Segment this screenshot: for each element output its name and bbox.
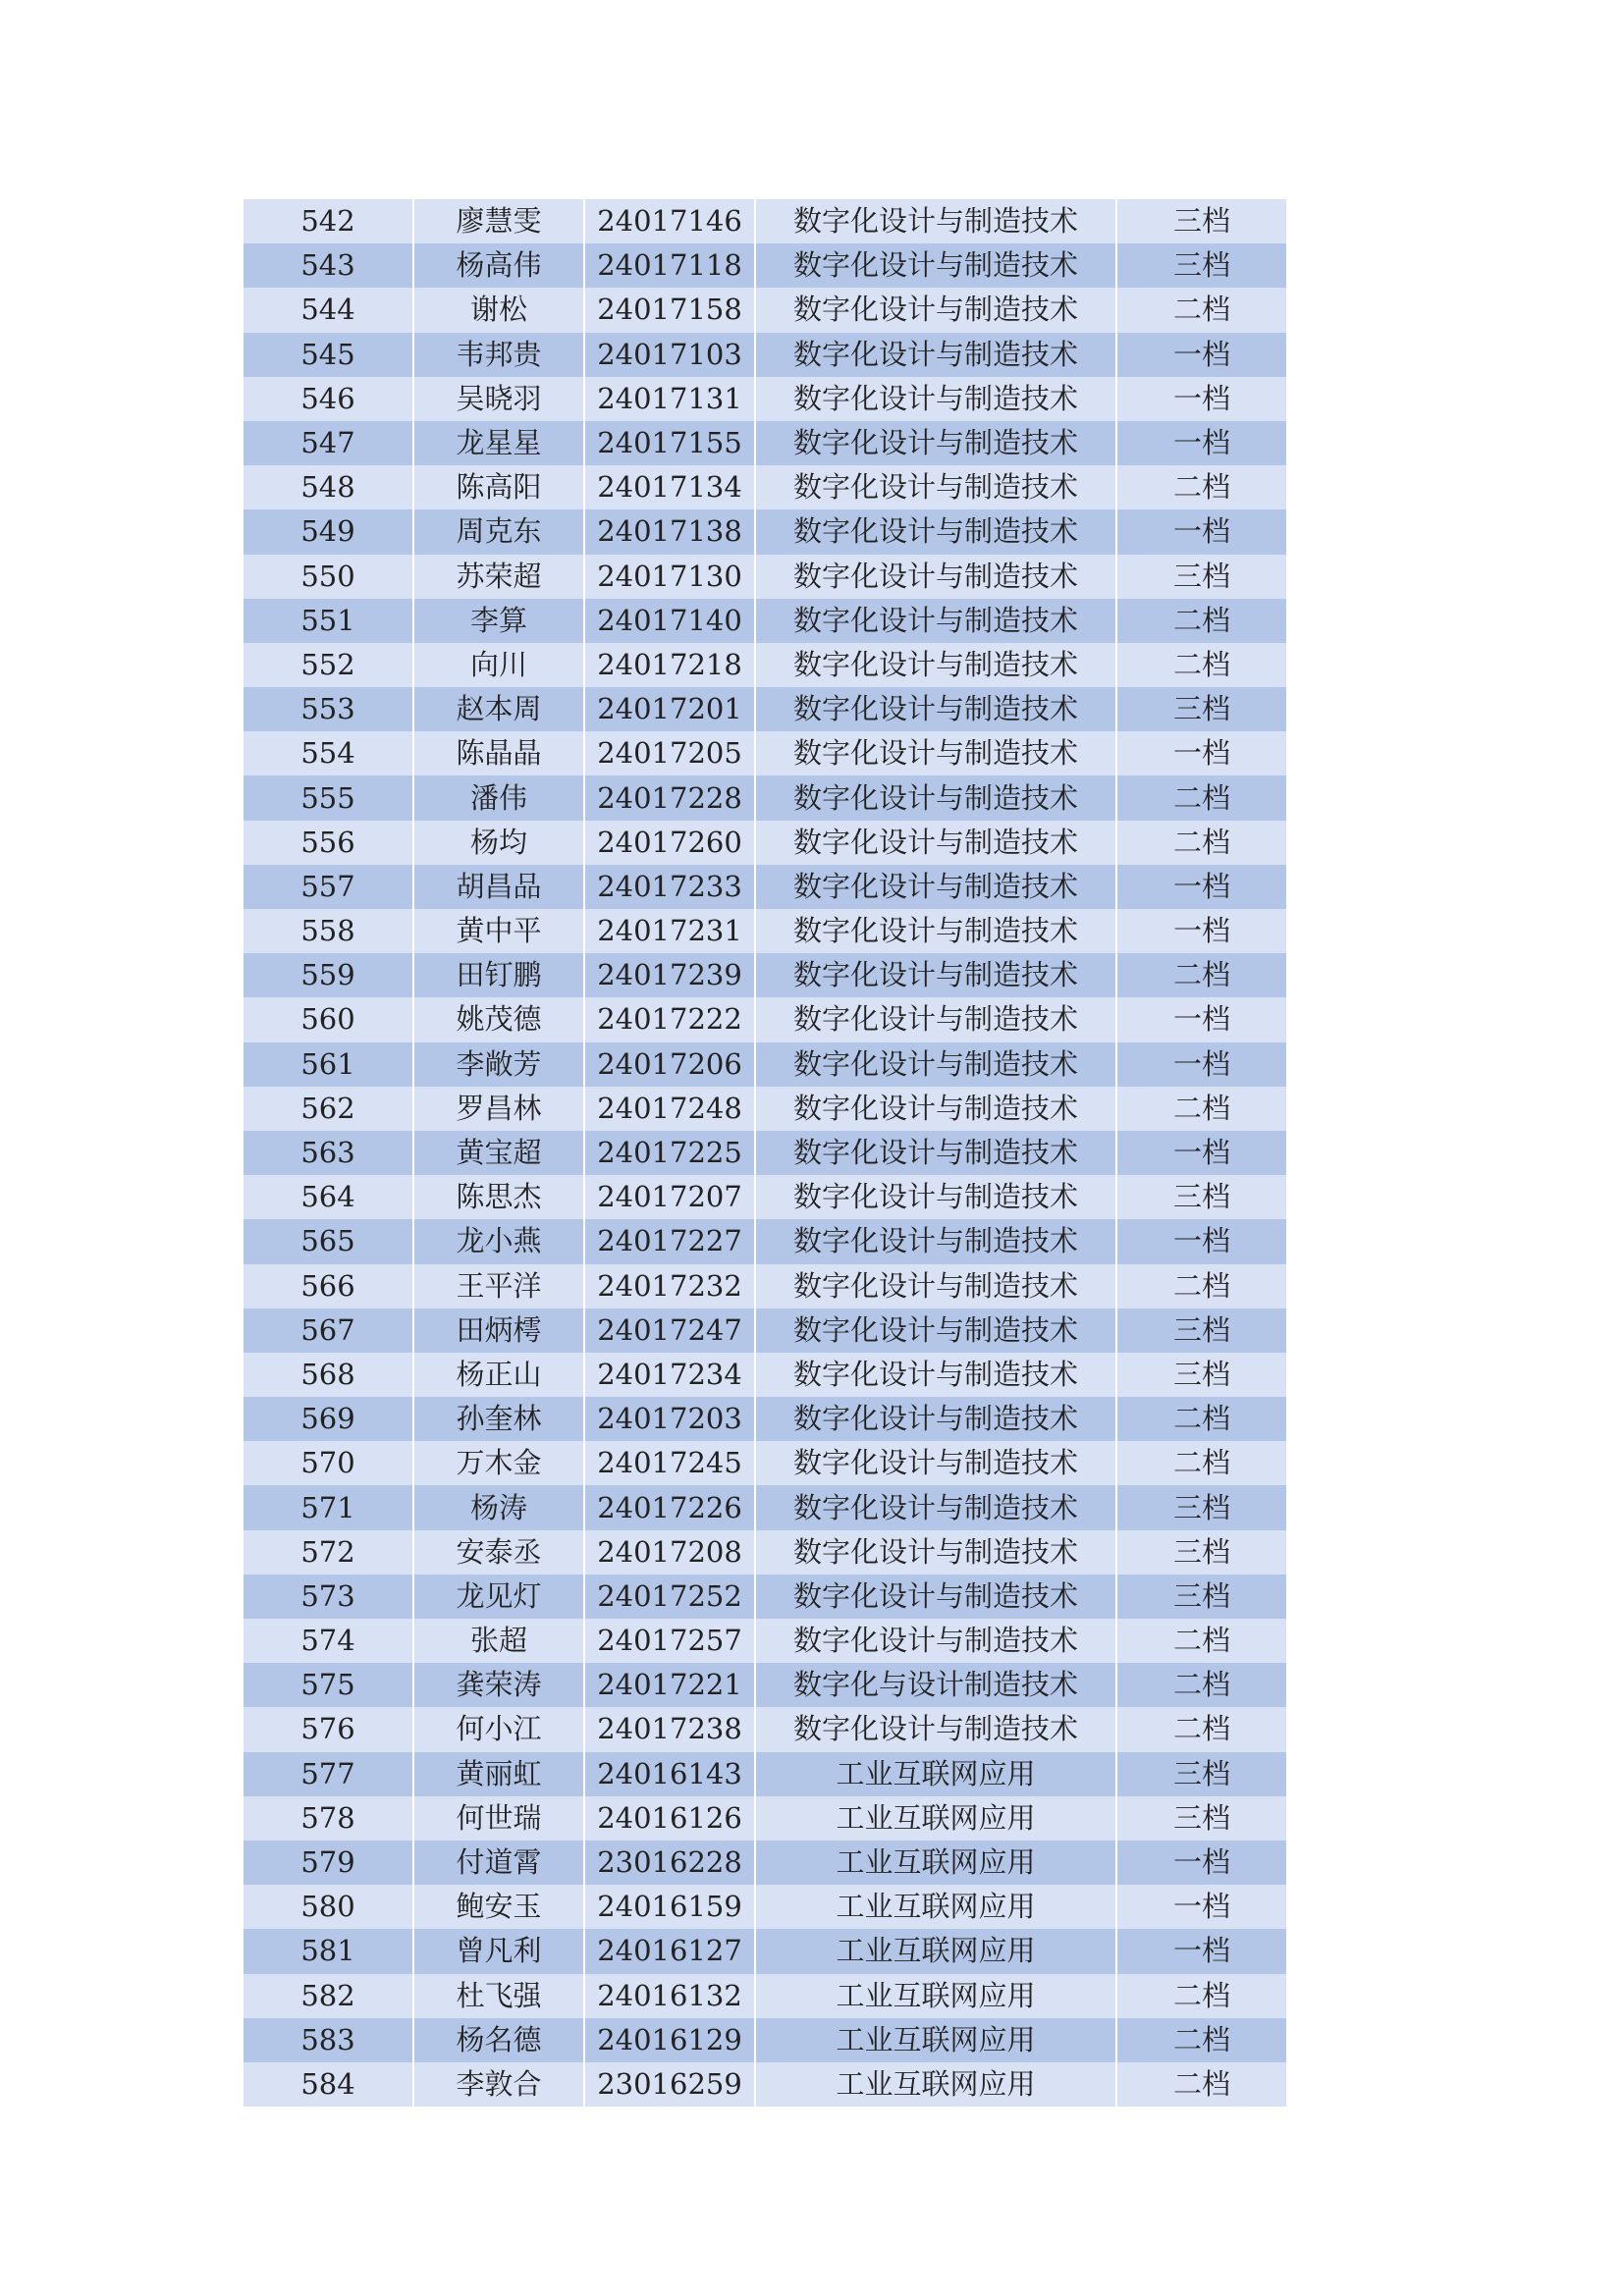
cell-index: 579 xyxy=(244,1841,414,1885)
cell-index: 551 xyxy=(244,599,414,643)
cell-student-id: 24017252 xyxy=(585,1575,756,1619)
table-row xyxy=(244,953,1286,997)
cell-student-id: 24017260 xyxy=(585,821,756,865)
cell-index: 569 xyxy=(244,1397,414,1441)
cell-major: 数字化设计与制造技术 xyxy=(756,1175,1117,1219)
cell-major: 工业互联网应用 xyxy=(756,1885,1117,1929)
cell-index: 577 xyxy=(244,1752,414,1796)
table-row xyxy=(244,1752,1286,1796)
cell-grade-level: 二档 xyxy=(1117,2062,1286,2107)
cell-index: 580 xyxy=(244,1885,414,1929)
cell-student-id: 24016143 xyxy=(585,1752,756,1796)
cell-student-id: 24017208 xyxy=(585,1530,756,1575)
cell-major: 数字化设计与制造技术 xyxy=(756,1131,1117,1175)
cell-index: 566 xyxy=(244,1264,414,1308)
cell-index: 578 xyxy=(244,1796,414,1841)
cell-index: 565 xyxy=(244,1219,414,1263)
cell-name: 陈高阳 xyxy=(414,465,585,509)
cell-grade-level: 一档 xyxy=(1117,509,1286,554)
cell-major: 数字化设计与制造技术 xyxy=(756,1441,1117,1485)
cell-index: 568 xyxy=(244,1353,414,1397)
cell-student-id: 24017206 xyxy=(585,1042,756,1087)
table-row xyxy=(244,1619,1286,1663)
cell-major: 数字化设计与制造技术 xyxy=(756,421,1117,465)
cell-student-id: 24017226 xyxy=(585,1485,756,1529)
cell-student-id: 24017118 xyxy=(585,243,756,288)
table-row xyxy=(244,2018,1286,2062)
table-row xyxy=(244,1841,1286,1885)
cell-index: 552 xyxy=(244,643,414,687)
table-row xyxy=(244,643,1286,687)
table-row xyxy=(244,243,1286,288)
cell-name: 姚茂德 xyxy=(414,997,585,1041)
cell-student-id: 24016129 xyxy=(585,2018,756,2062)
cell-student-id: 24017238 xyxy=(585,1707,756,1751)
table-row xyxy=(244,1264,1286,1308)
table-row xyxy=(244,1175,1286,1219)
cell-index: 572 xyxy=(244,1530,414,1575)
cell-major: 工业互联网应用 xyxy=(756,1752,1117,1796)
table-row xyxy=(244,865,1286,909)
table-row xyxy=(244,1485,1286,1529)
table-row xyxy=(244,199,1286,243)
cell-index: 549 xyxy=(244,509,414,554)
cell-student-id: 24017234 xyxy=(585,1353,756,1397)
cell-name: 龙见灯 xyxy=(414,1575,585,1619)
cell-grade-level: 二档 xyxy=(1117,1397,1286,1441)
cell-grade-level: 一档 xyxy=(1117,1131,1286,1175)
cell-student-id: 24017239 xyxy=(585,953,756,997)
cell-student-id: 24016132 xyxy=(585,1974,756,2018)
table-row xyxy=(244,599,1286,643)
cell-major: 数字化设计与制造技术 xyxy=(756,953,1117,997)
cell-index: 555 xyxy=(244,775,414,820)
cell-name: 万木金 xyxy=(414,1441,585,1485)
cell-index: 560 xyxy=(244,997,414,1041)
cell-name: 杨涛 xyxy=(414,1485,585,1529)
cell-grade-level: 一档 xyxy=(1117,1885,1286,1929)
cell-index: 544 xyxy=(244,288,414,332)
cell-major: 数字化设计与制造技术 xyxy=(756,199,1117,243)
cell-index: 556 xyxy=(244,821,414,865)
cell-name: 安泰丞 xyxy=(414,1530,585,1575)
cell-name: 黄丽虹 xyxy=(414,1752,585,1796)
cell-index: 548 xyxy=(244,465,414,509)
cell-student-id: 23016228 xyxy=(585,1841,756,1885)
cell-major: 数字化设计与制造技术 xyxy=(756,909,1117,953)
table-row xyxy=(244,1707,1286,1751)
cell-student-id: 24017146 xyxy=(585,199,756,243)
cell-name: 陈思杰 xyxy=(414,1175,585,1219)
table-row xyxy=(244,2062,1286,2107)
cell-grade-level: 二档 xyxy=(1117,1264,1286,1308)
cell-index: 575 xyxy=(244,1663,414,1707)
cell-grade-level: 三档 xyxy=(1117,1752,1286,1796)
cell-major: 数字化设计与制造技术 xyxy=(756,1087,1117,1131)
cell-index: 563 xyxy=(244,1131,414,1175)
cell-student-id: 24016126 xyxy=(585,1796,756,1841)
table-row xyxy=(244,1131,1286,1175)
cell-grade-level: 一档 xyxy=(1117,1929,1286,1973)
table-row xyxy=(244,1663,1286,1707)
cell-index: 545 xyxy=(244,333,414,377)
cell-name: 陈晶晶 xyxy=(414,731,585,775)
cell-major: 数字化设计与制造技术 xyxy=(756,775,1117,820)
cell-name: 杨均 xyxy=(414,821,585,865)
cell-major: 数字化设计与制造技术 xyxy=(756,1264,1117,1308)
table-body xyxy=(244,199,1286,2107)
cell-index: 543 xyxy=(244,243,414,288)
cell-name: 谢松 xyxy=(414,288,585,332)
cell-student-id: 24017232 xyxy=(585,1264,756,1308)
cell-student-id: 24017245 xyxy=(585,1441,756,1485)
cell-major: 工业互联网应用 xyxy=(756,1929,1117,1973)
student-table xyxy=(244,199,1286,2107)
cell-name: 曾凡利 xyxy=(414,1929,585,1973)
cell-name: 鲍安玉 xyxy=(414,1885,585,1929)
cell-student-id: 24017248 xyxy=(585,1087,756,1131)
cell-student-id: 24017134 xyxy=(585,465,756,509)
cell-major: 数字化设计与制造技术 xyxy=(756,865,1117,909)
cell-index: 581 xyxy=(244,1929,414,1973)
cell-major: 数字化设计与制造技术 xyxy=(756,599,1117,643)
cell-index: 561 xyxy=(244,1042,414,1087)
table-row xyxy=(244,687,1286,731)
cell-grade-level: 三档 xyxy=(1117,199,1286,243)
table-row xyxy=(244,1796,1286,1841)
cell-major: 数字化设计与制造技术 xyxy=(756,377,1117,421)
cell-name: 苏荣超 xyxy=(414,555,585,599)
cell-grade-level: 三档 xyxy=(1117,243,1286,288)
cell-major: 工业互联网应用 xyxy=(756,1974,1117,2018)
cell-grade-level: 一档 xyxy=(1117,731,1286,775)
table-row xyxy=(244,1308,1286,1353)
cell-student-id: 24016159 xyxy=(585,1885,756,1929)
cell-grade-level: 二档 xyxy=(1117,1441,1286,1485)
cell-grade-level: 三档 xyxy=(1117,1485,1286,1529)
cell-index: 558 xyxy=(244,909,414,953)
cell-index: 571 xyxy=(244,1485,414,1529)
cell-grade-level: 二档 xyxy=(1117,2018,1286,2062)
cell-student-id: 24017201 xyxy=(585,687,756,731)
cell-student-id: 24017140 xyxy=(585,599,756,643)
cell-name: 龙小燕 xyxy=(414,1219,585,1263)
cell-grade-level: 二档 xyxy=(1117,288,1286,332)
cell-major: 数字化设计与制造技术 xyxy=(756,731,1117,775)
cell-grade-level: 一档 xyxy=(1117,1841,1286,1885)
cell-index: 550 xyxy=(244,555,414,599)
cell-name: 杨高伟 xyxy=(414,243,585,288)
cell-name: 李算 xyxy=(414,599,585,643)
cell-student-id: 24016127 xyxy=(585,1929,756,1973)
cell-major: 数字化设计与制造技术 xyxy=(756,1619,1117,1663)
cell-grade-level: 一档 xyxy=(1117,1219,1286,1263)
cell-student-id: 24017227 xyxy=(585,1219,756,1263)
cell-grade-level: 二档 xyxy=(1117,821,1286,865)
cell-grade-level: 三档 xyxy=(1117,1175,1286,1219)
cell-index: 573 xyxy=(244,1575,414,1619)
table-row xyxy=(244,509,1286,554)
cell-name: 韦邦贵 xyxy=(414,333,585,377)
cell-grade-level: 一档 xyxy=(1117,1042,1286,1087)
table-row xyxy=(244,377,1286,421)
cell-name: 何小江 xyxy=(414,1707,585,1751)
cell-name: 龚荣涛 xyxy=(414,1663,585,1707)
cell-grade-level: 二档 xyxy=(1117,643,1286,687)
table-row xyxy=(244,1397,1286,1441)
cell-student-id: 24017228 xyxy=(585,775,756,820)
cell-grade-level: 一档 xyxy=(1117,997,1286,1041)
table-row xyxy=(244,1219,1286,1263)
cell-student-id: 24017225 xyxy=(585,1131,756,1175)
cell-student-id: 24017231 xyxy=(585,909,756,953)
cell-student-id: 24017222 xyxy=(585,997,756,1041)
cell-major: 数字化设计与制造技术 xyxy=(756,1397,1117,1441)
cell-student-id: 24017207 xyxy=(585,1175,756,1219)
table-row xyxy=(244,555,1286,599)
cell-grade-level: 一档 xyxy=(1117,865,1286,909)
table-row xyxy=(244,821,1286,865)
cell-index: 559 xyxy=(244,953,414,997)
cell-name: 付道霄 xyxy=(414,1841,585,1885)
cell-grade-level: 三档 xyxy=(1117,555,1286,599)
cell-name: 龙星星 xyxy=(414,421,585,465)
cell-index: 546 xyxy=(244,377,414,421)
cell-major: 数字化设计与制造技术 xyxy=(756,288,1117,332)
cell-grade-level: 三档 xyxy=(1117,1575,1286,1619)
table-row xyxy=(244,288,1286,332)
table-row xyxy=(244,1530,1286,1575)
cell-grade-level: 三档 xyxy=(1117,687,1286,731)
cell-major: 数字化设计与制造技术 xyxy=(756,687,1117,731)
cell-grade-level: 二档 xyxy=(1117,1707,1286,1751)
cell-index: 557 xyxy=(244,865,414,909)
table-row xyxy=(244,1353,1286,1397)
cell-major: 数字化设计与制造技术 xyxy=(756,509,1117,554)
cell-name: 胡昌品 xyxy=(414,865,585,909)
cell-major: 数字化设计与制造技术 xyxy=(756,1308,1117,1353)
cell-major: 数字化设计与制造技术 xyxy=(756,555,1117,599)
cell-grade-level: 二档 xyxy=(1117,599,1286,643)
cell-name: 吴晓羽 xyxy=(414,377,585,421)
cell-student-id: 24017158 xyxy=(585,288,756,332)
cell-student-id: 24017205 xyxy=(585,731,756,775)
cell-major: 数字化设计与制造技术 xyxy=(756,997,1117,1041)
cell-student-id: 24017257 xyxy=(585,1619,756,1663)
cell-grade-level: 二档 xyxy=(1117,465,1286,509)
cell-name: 黄宝超 xyxy=(414,1131,585,1175)
table-row xyxy=(244,997,1286,1041)
cell-grade-level: 三档 xyxy=(1117,1530,1286,1575)
cell-grade-level: 一档 xyxy=(1117,421,1286,465)
cell-name: 李敦合 xyxy=(414,2062,585,2107)
table-row xyxy=(244,1087,1286,1131)
cell-name: 潘伟 xyxy=(414,775,585,820)
cell-major: 数字化与设计制造技术 xyxy=(756,1663,1117,1707)
cell-index: 547 xyxy=(244,421,414,465)
table-row xyxy=(244,909,1286,953)
cell-name: 杨正山 xyxy=(414,1353,585,1397)
cell-grade-level: 三档 xyxy=(1117,1353,1286,1397)
cell-index: 554 xyxy=(244,731,414,775)
table-row xyxy=(244,1974,1286,2018)
cell-grade-level: 二档 xyxy=(1117,1087,1286,1131)
cell-index: 583 xyxy=(244,2018,414,2062)
cell-major: 数字化设计与制造技术 xyxy=(756,243,1117,288)
cell-major: 数字化设计与制造技术 xyxy=(756,821,1117,865)
cell-major: 数字化设计与制造技术 xyxy=(756,1219,1117,1263)
cell-grade-level: 二档 xyxy=(1117,1663,1286,1707)
cell-name: 张超 xyxy=(414,1619,585,1663)
cell-major: 工业互联网应用 xyxy=(756,1796,1117,1841)
cell-index: 582 xyxy=(244,1974,414,2018)
cell-student-id: 24017131 xyxy=(585,377,756,421)
cell-name: 罗昌林 xyxy=(414,1087,585,1131)
cell-student-id: 23016259 xyxy=(585,2062,756,2107)
cell-student-id: 24017103 xyxy=(585,333,756,377)
table-row xyxy=(244,775,1286,820)
table-row xyxy=(244,1042,1286,1087)
cell-index: 542 xyxy=(244,199,414,243)
cell-grade-level: 三档 xyxy=(1117,1308,1286,1353)
cell-name: 黄中平 xyxy=(414,909,585,953)
table-row xyxy=(244,465,1286,509)
cell-name: 孙奎林 xyxy=(414,1397,585,1441)
cell-student-id: 24017247 xyxy=(585,1308,756,1353)
cell-major: 数字化设计与制造技术 xyxy=(756,1530,1117,1575)
cell-name: 田炳樗 xyxy=(414,1308,585,1353)
cell-grade-level: 一档 xyxy=(1117,377,1286,421)
cell-major: 数字化设计与制造技术 xyxy=(756,333,1117,377)
cell-name: 周克东 xyxy=(414,509,585,554)
cell-name: 田钉鹏 xyxy=(414,953,585,997)
cell-major: 数字化设计与制造技术 xyxy=(756,465,1117,509)
cell-name: 廖慧雯 xyxy=(414,199,585,243)
cell-student-id: 24017155 xyxy=(585,421,756,465)
table-row xyxy=(244,333,1286,377)
cell-name: 杜飞强 xyxy=(414,1974,585,2018)
cell-student-id: 24017130 xyxy=(585,555,756,599)
cell-major: 工业互联网应用 xyxy=(756,2018,1117,2062)
cell-grade-level: 三档 xyxy=(1117,1796,1286,1841)
cell-name: 杨名德 xyxy=(414,2018,585,2062)
cell-major: 数字化设计与制造技术 xyxy=(756,1707,1117,1751)
cell-major: 工业互联网应用 xyxy=(756,1841,1117,1885)
table-row xyxy=(244,1885,1286,1929)
cell-grade-level: 二档 xyxy=(1117,1619,1286,1663)
cell-major: 数字化设计与制造技术 xyxy=(756,643,1117,687)
cell-grade-level: 二档 xyxy=(1117,775,1286,820)
cell-grade-level: 二档 xyxy=(1117,953,1286,997)
table-row xyxy=(244,731,1286,775)
cell-name: 何世瑞 xyxy=(414,1796,585,1841)
cell-index: 584 xyxy=(244,2062,414,2107)
cell-name: 王平洋 xyxy=(414,1264,585,1308)
cell-major: 数字化设计与制造技术 xyxy=(756,1485,1117,1529)
cell-index: 570 xyxy=(244,1441,414,1485)
cell-student-id: 24017221 xyxy=(585,1663,756,1707)
cell-major: 工业互联网应用 xyxy=(756,2062,1117,2107)
table-row xyxy=(244,1441,1286,1485)
cell-index: 574 xyxy=(244,1619,414,1663)
cell-name: 向川 xyxy=(414,643,585,687)
table-row xyxy=(244,1575,1286,1619)
cell-name: 李敞芳 xyxy=(414,1042,585,1087)
cell-student-id: 24017218 xyxy=(585,643,756,687)
table-row xyxy=(244,421,1286,465)
table-row xyxy=(244,1929,1286,1973)
cell-index: 567 xyxy=(244,1308,414,1353)
cell-student-id: 24017233 xyxy=(585,865,756,909)
cell-name: 赵本周 xyxy=(414,687,585,731)
cell-major: 数字化设计与制造技术 xyxy=(756,1042,1117,1087)
cell-grade-level: 二档 xyxy=(1117,1974,1286,2018)
cell-major: 数字化设计与制造技术 xyxy=(756,1353,1117,1397)
cell-index: 576 xyxy=(244,1707,414,1751)
cell-index: 562 xyxy=(244,1087,414,1131)
cell-grade-level: 一档 xyxy=(1117,909,1286,953)
cell-grade-level: 一档 xyxy=(1117,333,1286,377)
cell-student-id: 24017138 xyxy=(585,509,756,554)
cell-major: 数字化设计与制造技术 xyxy=(756,1575,1117,1619)
cell-student-id: 24017203 xyxy=(585,1397,756,1441)
cell-index: 564 xyxy=(244,1175,414,1219)
cell-index: 553 xyxy=(244,687,414,731)
